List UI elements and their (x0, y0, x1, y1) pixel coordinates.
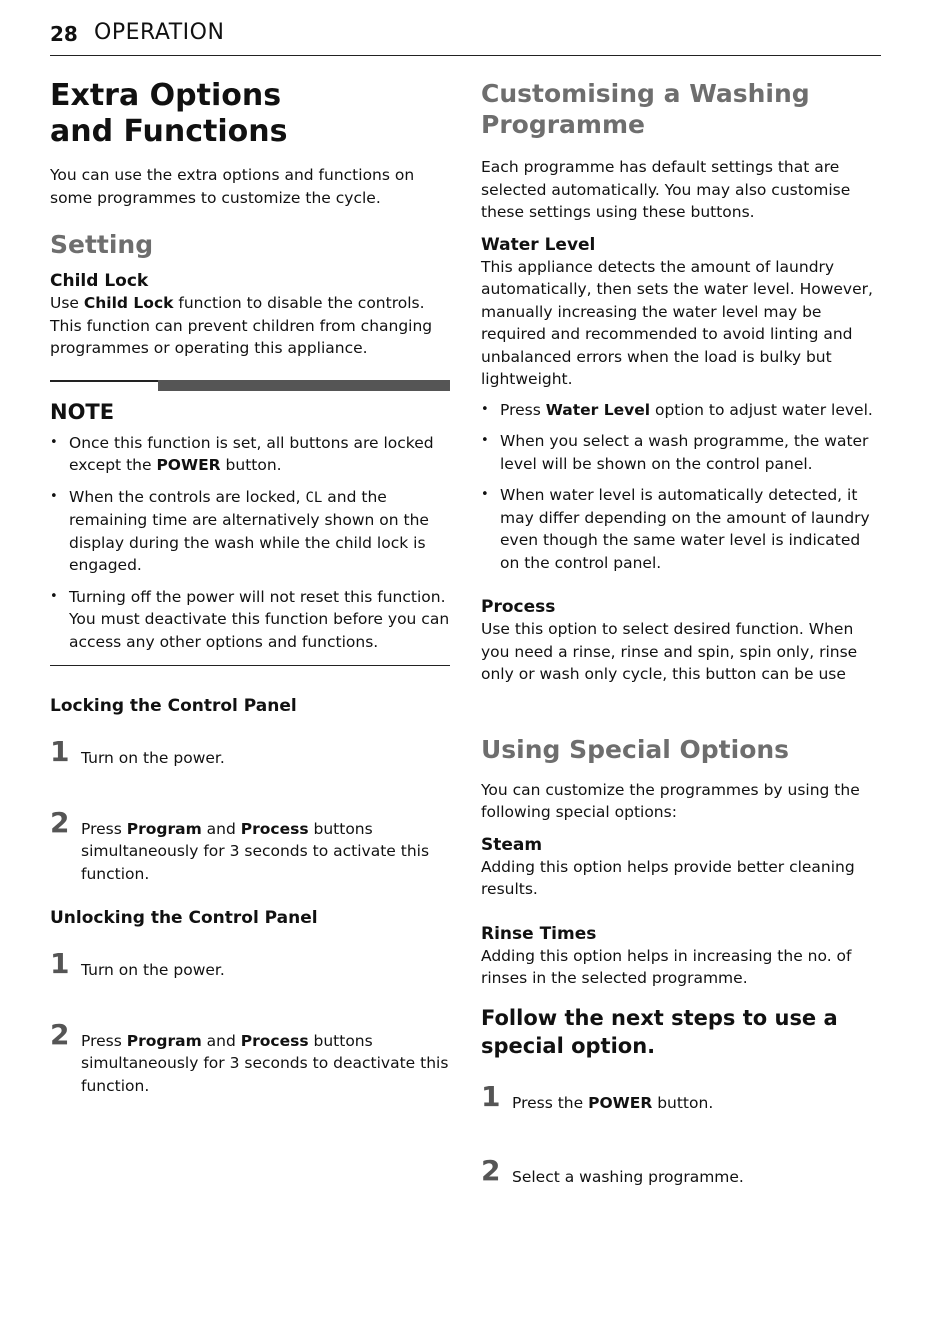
page-number: 28 (50, 22, 78, 46)
customising-heading: Customising a Washing Programme (481, 79, 810, 139)
page-title: Extra Options and Functions (50, 78, 288, 149)
process-heading: Process (481, 597, 556, 617)
list-item: • When water level is automatically detected, it may differ depending on the amount of laundry even though the same water level is indicated on the control panel. (481, 484, 881, 574)
right-column (481, 78, 881, 1189)
list-item: • Press Water Level option to adjust water level. (481, 399, 881, 422)
special-options-heading: Using Special Options (481, 734, 790, 764)
water-level-heading: Water Level (481, 234, 596, 255)
customising-text: Each programme has default settings that are selected automatically. You may also customise these settings using these buttons. (481, 158, 851, 221)
locking-heading: Locking the Control Panel (50, 696, 297, 716)
step-number: 2 (50, 805, 70, 839)
cl-display-icon: CL (305, 489, 323, 506)
section-title: OPERATION (94, 20, 225, 45)
step-number: 1 (50, 735, 70, 768)
step-number: 2 (50, 1017, 70, 1051)
note-divider-bottom (50, 665, 450, 666)
unlock-step-2: 2 Press Program and Process buttons simultaneously for 3 seconds to deactivate this function. (50, 1017, 449, 1095)
list-item: • When the controls are locked, CL and the remaining time are alternatively shown on the display during the wash while the child lock is engaged. (50, 486, 450, 577)
lock-step-1: 1 Turn on the power. (50, 735, 225, 768)
note-divider-top (50, 380, 450, 392)
page-header (50, 20, 881, 56)
unlocking-heading: Unlocking the Control Panel (50, 908, 318, 928)
intro-text: You can use the extra options and functions on some programmes to customize the cycle. (50, 166, 415, 207)
left-column (50, 78, 450, 1097)
water-level-text: This appliance detects the amount of laundry automatically, then sets the water level. However, manually increasing the water level may be required and recommended to avoid linting and unbalanced errors when the load is bulky but lightweight. (481, 257, 873, 388)
special-options-text: You can customize the programmes by using the following special options: (481, 780, 860, 821)
special-step-2: 2 Select a washing programme. (481, 1154, 744, 1187)
list-item: • Once this function is set, all buttons are locked except the POWER button. (50, 432, 450, 477)
list-item: • Turning off the power will not reset this function. You must deactivate this function before you can access any other options and functions. (50, 586, 450, 654)
process-text: Use this option to select desired function. When you need a rinse, rinse and spin, spin only, rinse only or wash only cycle, this button can be use (481, 620, 858, 683)
unlock-step-1: 1 Turn on the power. (50, 947, 225, 980)
step-number: 1 (50, 947, 70, 980)
step-number: 1 (481, 1079, 501, 1113)
rinse-times-heading: Rinse Times (481, 923, 597, 944)
step-number: 2 (481, 1154, 501, 1187)
child-lock-text: Use Child Lock function to disable the controls. This function can prevent children from changing programmes or operating this appliance. (50, 294, 433, 357)
rinse-times-text: Adding this option helps in increasing the no. of rinses in the selected programme. (481, 946, 852, 987)
steam-heading: Steam (481, 834, 543, 855)
note-title: NOTE (50, 399, 115, 424)
lock-step-2: 2 Press Program and Process buttons simultaneously for 3 seconds to activate this function. (50, 805, 430, 883)
setting-heading: Setting (50, 230, 154, 259)
follow-steps-heading: Follow the next steps to use a special option. (481, 1005, 838, 1058)
list-item: • When you select a wash programme, the water level will be shown on the control panel. (481, 430, 881, 475)
child-lock-heading: Child Lock (50, 271, 149, 291)
special-step-1: 1 Press the POWER button. (481, 1079, 714, 1113)
water-level-list (481, 399, 881, 575)
steam-text: Adding this option helps provide better cleaning results. (481, 857, 855, 898)
note-list (50, 432, 450, 654)
